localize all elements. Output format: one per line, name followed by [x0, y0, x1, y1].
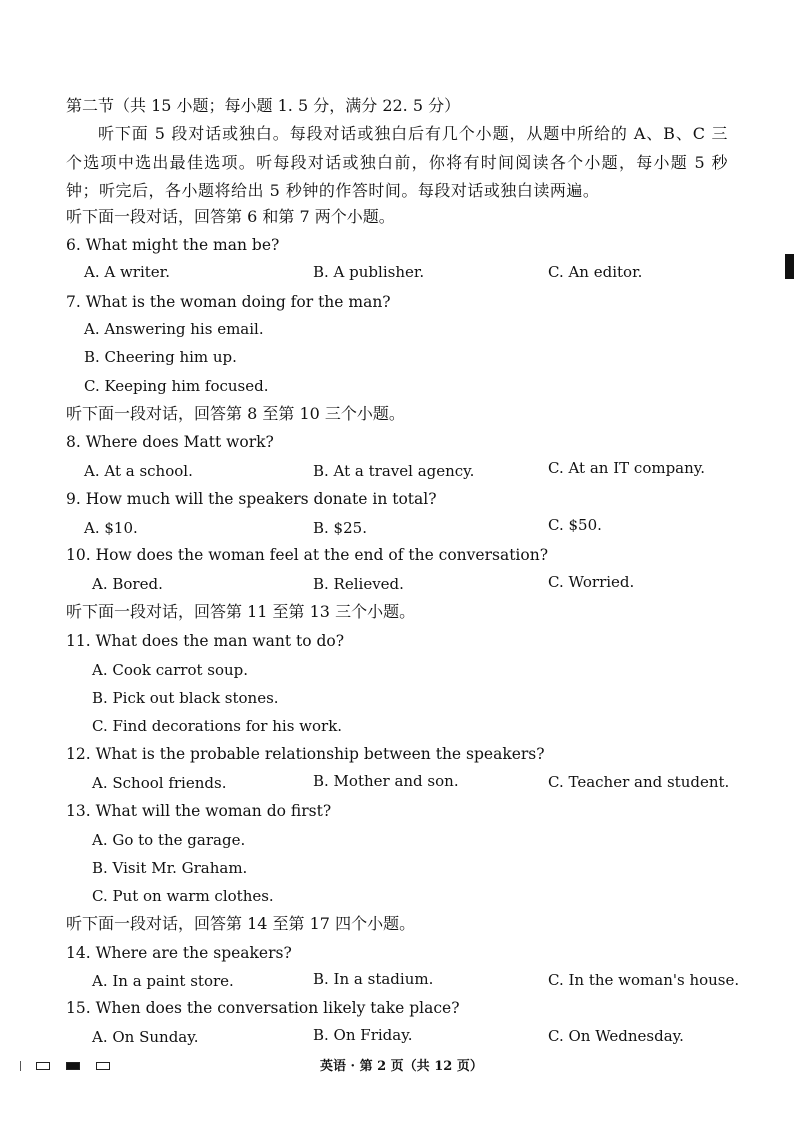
question-12-stem: 12. What is the probable relationship between the speakers? — [66, 745, 545, 763]
footer-tick-mark — [20, 1061, 21, 1071]
question-8-option-c: C. At an IT company. — [548, 459, 706, 477]
question-9-option-c: C. $50. — [548, 516, 602, 534]
question-15-option-b: B. On Friday. — [313, 1026, 413, 1044]
question-7-option-b: B. Cheering him up. — [84, 348, 237, 366]
question-11-option-c: C. Find decorations for his work. — [92, 717, 343, 735]
question-10-option-b: B. Relieved. — [313, 575, 404, 593]
question-6-option-c: C. An editor. — [548, 263, 643, 281]
question-14-option-c: C. In the woman's house. — [548, 971, 740, 989]
question-9-option-a: A. $10. — [84, 519, 138, 537]
question-9-stem: 9. How much will the speakers donate in total? — [66, 490, 437, 508]
section-intro: 听下面 5 段对话或独白。每段对话或独白后有几个小题，从题中所给的 A、B、C 三个选项中选出最佳选项。听每段对话或独白前，你将有时间阅读各个小题，每小题 5 秒钟；听完后，各小题将给出 5 秒钟的作答时间。每段对话或独白读两遍。 — [66, 124, 728, 200]
instruction-dialogue-1: 听下面一段对话，回答第 6 和第 7 两个小题。 — [66, 207, 395, 226]
instruction-dialogue-4: 听下面一段对话，回答第 14 至第 17 四个小题。 — [66, 914, 416, 933]
question-6-stem: 6. What might the man be? — [66, 236, 280, 254]
question-15-option-c: C. On Wednesday. — [548, 1027, 684, 1045]
footer-box-outline-1 — [36, 1062, 50, 1070]
question-13-option-c: C. Put on warm clothes. — [92, 887, 274, 905]
question-15-stem: 15. When does the conversation likely take place? — [66, 999, 460, 1017]
question-12-option-c: C. Teacher and student. — [548, 773, 730, 791]
question-14-stem: 14. Where are the speakers? — [66, 944, 292, 962]
question-14-option-a: A. In a paint store. — [92, 972, 234, 990]
question-7-option-c: C. Keeping him focused. — [84, 377, 269, 395]
registration-tab — [785, 254, 794, 279]
question-8-stem: 8. Where does Matt work? — [66, 433, 274, 451]
question-12-option-a: A. School friends. — [92, 774, 227, 792]
question-10-stem: 10. How does the woman feel at the end of the conversation? — [66, 546, 549, 564]
question-9-option-b: B. $25. — [313, 519, 367, 537]
question-7-stem: 7. What is the woman doing for the man? — [66, 293, 391, 311]
question-8-option-b: B. At a travel agency. — [313, 462, 475, 480]
page-number-label: 英语 · 第 2 页（共 12 页） — [320, 1059, 483, 1074]
question-10-option-a: A. Bored. — [92, 575, 163, 593]
section-heading: 第二节（共 15 小题；每小题 1. 5 分，满分 22. 5 分） — [66, 96, 461, 115]
question-6-option-a: A. A writer. — [84, 263, 170, 281]
footer-box-filled — [66, 1062, 80, 1070]
question-13-option-b: B. Visit Mr. Graham. — [92, 859, 248, 877]
question-13-stem: 13. What will the woman do first? — [66, 802, 332, 820]
question-11-stem: 11. What does the man want to do? — [66, 632, 345, 650]
question-11-option-b: B. Pick out black stones. — [92, 689, 279, 707]
question-12-option-b: B. Mother and son. — [313, 772, 459, 790]
question-8-option-a: A. At a school. — [84, 462, 193, 480]
question-10-option-c: C. Worried. — [548, 573, 635, 591]
footer-box-outline-2 — [96, 1062, 110, 1070]
question-15-option-a: A. On Sunday. — [92, 1028, 199, 1046]
question-7-option-a: A. Answering his email. — [84, 320, 264, 338]
question-13-option-a: A. Go to the garage. — [92, 831, 246, 849]
question-14-option-b: B. In a stadium. — [313, 970, 434, 988]
question-11-option-a: A. Cook carrot soup. — [92, 661, 249, 679]
question-6-option-b: B. A publisher. — [313, 263, 425, 281]
instruction-dialogue-2: 听下面一段对话，回答第 8 至第 10 三个小题。 — [66, 404, 405, 423]
instruction-dialogue-3: 听下面一段对话，回答第 11 至第 13 三个小题。 — [66, 602, 416, 621]
page-footer — [0, 1057, 794, 1077]
